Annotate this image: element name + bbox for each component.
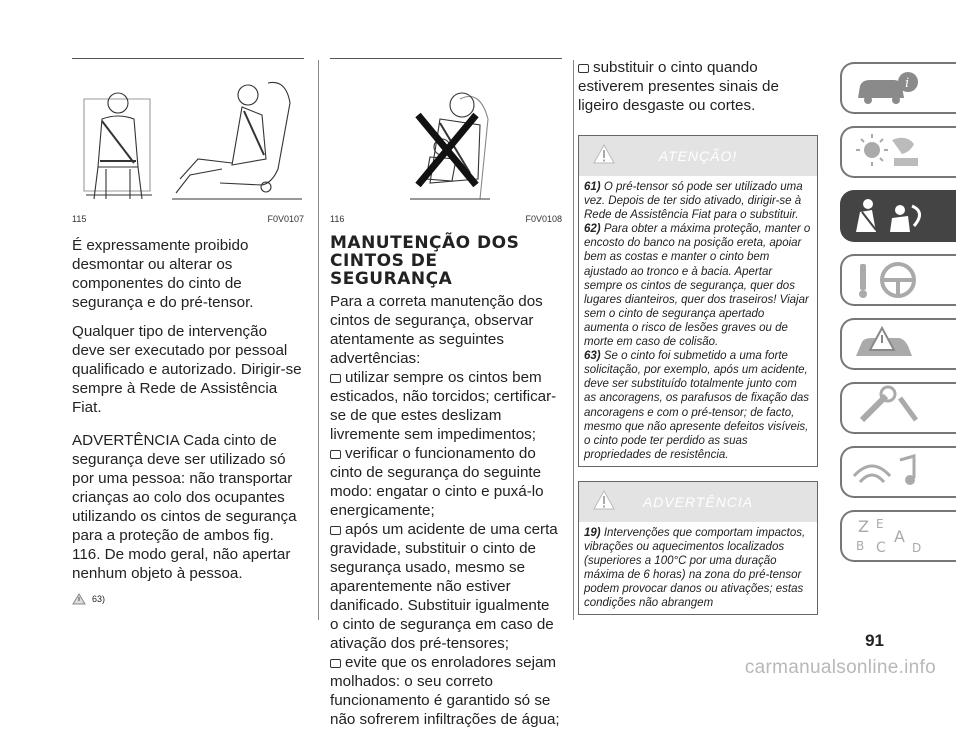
paragraph: Qualquer tipo de intervenção deve ser executado por pessoal qualificado e autorizado. Dirigir-se sempre à Rede de Assistência Fiat. [72,323,302,416]
chapter-tabs [840,62,960,574]
figure-caption [330,214,562,224]
advertencia-box [578,481,818,616]
tab-emergency[interactable] [840,318,956,370]
advertencia-title: ADVERTÊNCIA [642,493,754,510]
paragraph: ADVERTÊNCIA Cada cinto de segurança deve ser utilizado só por uma pessoa: não transportar crianças ao colo dos ocupantes utilizando os cintos de segurança para a proteção de ambos fig. 116. De modo geral, não apertar nenhum objeto à pessoa. [72,432,297,582]
tab-warning-lights[interactable] [840,126,956,178]
bullet-item [330,368,562,444]
figure-number: 116 [330,214,345,224]
column-divider [573,60,574,620]
car-info-icon [842,64,942,112]
tab-starting-driving[interactable] [840,254,956,306]
maintenance-icon [842,384,942,432]
column-1 [72,58,304,605]
svg-text:B: B [856,539,865,553]
section-heading [330,234,562,288]
warning-reference-number: 63) [92,594,106,604]
warning-triangle-icon [72,593,86,605]
note-item [584,222,812,349]
warning-lights-icon [842,128,942,176]
child-on-lap-prohibited-illustration [330,59,562,211]
svg-text:C: C [876,540,886,556]
seated-person-seatbelt-illustration [72,59,304,211]
page-number: 91 [865,631,884,650]
tab-car-info[interactable] [840,62,956,114]
note-item [584,526,812,611]
bullet-text: utilizar sempre os cintos bem esticados, não torcidos; certificar-se de que estes deslizam livremente sem impedimentos; [330,369,557,443]
note-text: Intervenções que comportam impactos, vibrações ou aquecimentos localizados (superiores a 100°C por uma duração máxima de 6 horas) na zona do pré-tensor podem provocar danos ou ativações; estas condições não abrangem [584,526,806,610]
note-number: 62) [584,223,601,236]
column-3 [578,58,818,615]
svg-text:E: E [876,517,884,531]
note-text: Se o cinto foi submetido a uma forte solicitação, por exemplo, após um acidente, deve ser substituído totalmente junto com as ancoragens, os parafusos de fixação das ancoragens e com o pré-tensor; de facto, mesmo que não apresente defeitos visíveis, o cinto pode ter perdido as suas propriedades de resistência. [584,350,810,461]
advertencia-body [579,522,817,615]
breakdown-icon [842,320,942,368]
heading-line: MANUTENÇÃO DOS [330,233,520,253]
checkbox-bullet-icon [330,450,341,459]
note-text: Para obter a máxima proteção, manter o encosto do banco na posição ereta, apoiar bem as costas e manter o cinto bem ajustado ao tronco e à bacia. Apertar sempre os cintos de segurança, quer dos lugares dianteiros, quer dos traseiros! Viajar sem o cinto de segurança apertado aumenta o risco de lesões graves ou de morte em caso de colisão. [584,223,811,349]
body-text [330,292,562,729]
bullet-text: evite que os enroladores sejam molhados: o seu correto funcionamento é garantido só se não sofrerem infiltrações de água; [330,654,560,728]
note-number: 63) [584,350,601,363]
heading-line: CINTOS DE SEGURANÇA [330,251,453,289]
note-item [584,349,812,462]
advertencia-header [579,482,817,522]
tab-maintenance[interactable] [840,382,956,434]
warning-reference[interactable] [72,593,304,605]
checkbox-bullet-icon [330,526,341,535]
bullet-text: após um acidente de uma certa gravidade, substituir o cinto de segurança usado, mesmo se aparentemente não estiver danificado. Substituir igualmente o cinto de segurança em caso de ativação dos pré-tensores; [330,521,558,652]
watermark: carmanualsonline.info [744,657,936,678]
note-item [584,180,812,222]
figure-number: 115 [72,214,87,224]
column-2 [330,58,562,729]
figure-116 [330,58,562,224]
paragraph: É expressamente proibido desmontar ou alterar os componentes do cinto de segurança e do pré-tensor. [72,237,254,311]
intro-paragraph: Para a correta manutenção dos cintos de segurança, observar atentamente as seguintes advertências: [330,293,543,367]
bullet-item [330,653,562,729]
bullet-item [578,58,818,115]
svg-text:D: D [912,541,922,555]
body-text [72,236,304,583]
index-icon [842,512,942,560]
bullet-text: verificar o funcionamento do cinto de segurança do seguinte modo: engatar o cinto e puxá-lo energicamente; [330,445,544,519]
tab-index[interactable] [840,510,956,562]
note-number: 19) [584,526,601,539]
bullet-item [330,520,562,653]
note-text: O pré-tensor só pode ser utilizado uma vez. Depois de ter sido ativado, dirigir-se à Rede de Assistência Fiat para o substituir. [584,181,803,222]
svg-text:i: i [905,76,910,91]
figure-115 [72,58,304,224]
tab-safety[interactable] [840,190,956,242]
warning-triangle-icon [593,490,615,510]
checkbox-bullet-icon [578,64,589,73]
attention-title: ATENÇÃO! [658,148,738,164]
svg-text:A: A [894,527,905,546]
figure-code: F0V0108 [525,214,562,224]
checkbox-bullet-icon [330,659,341,668]
figure-code: F0V0107 [267,214,304,224]
figure-caption [72,214,304,224]
multimedia-icon [842,448,942,496]
bullet-item [330,444,562,520]
body-text [578,58,818,115]
note-number: 61) [584,181,601,193]
column-divider [318,60,319,620]
bullet-text: substituir o cinto quando estiverem presentes sinais de ligeiro desgaste ou cortes. [578,59,779,114]
checkbox-bullet-icon [330,374,341,383]
svg-text:Z: Z [858,517,869,536]
attention-box [578,135,818,467]
tab-multimedia[interactable] [840,446,956,498]
attention-header [579,136,817,176]
warning-triangle-icon [593,144,615,164]
seatbelt-airbag-icon [842,192,942,240]
key-steering-icon [842,256,942,304]
attention-body [579,176,817,466]
